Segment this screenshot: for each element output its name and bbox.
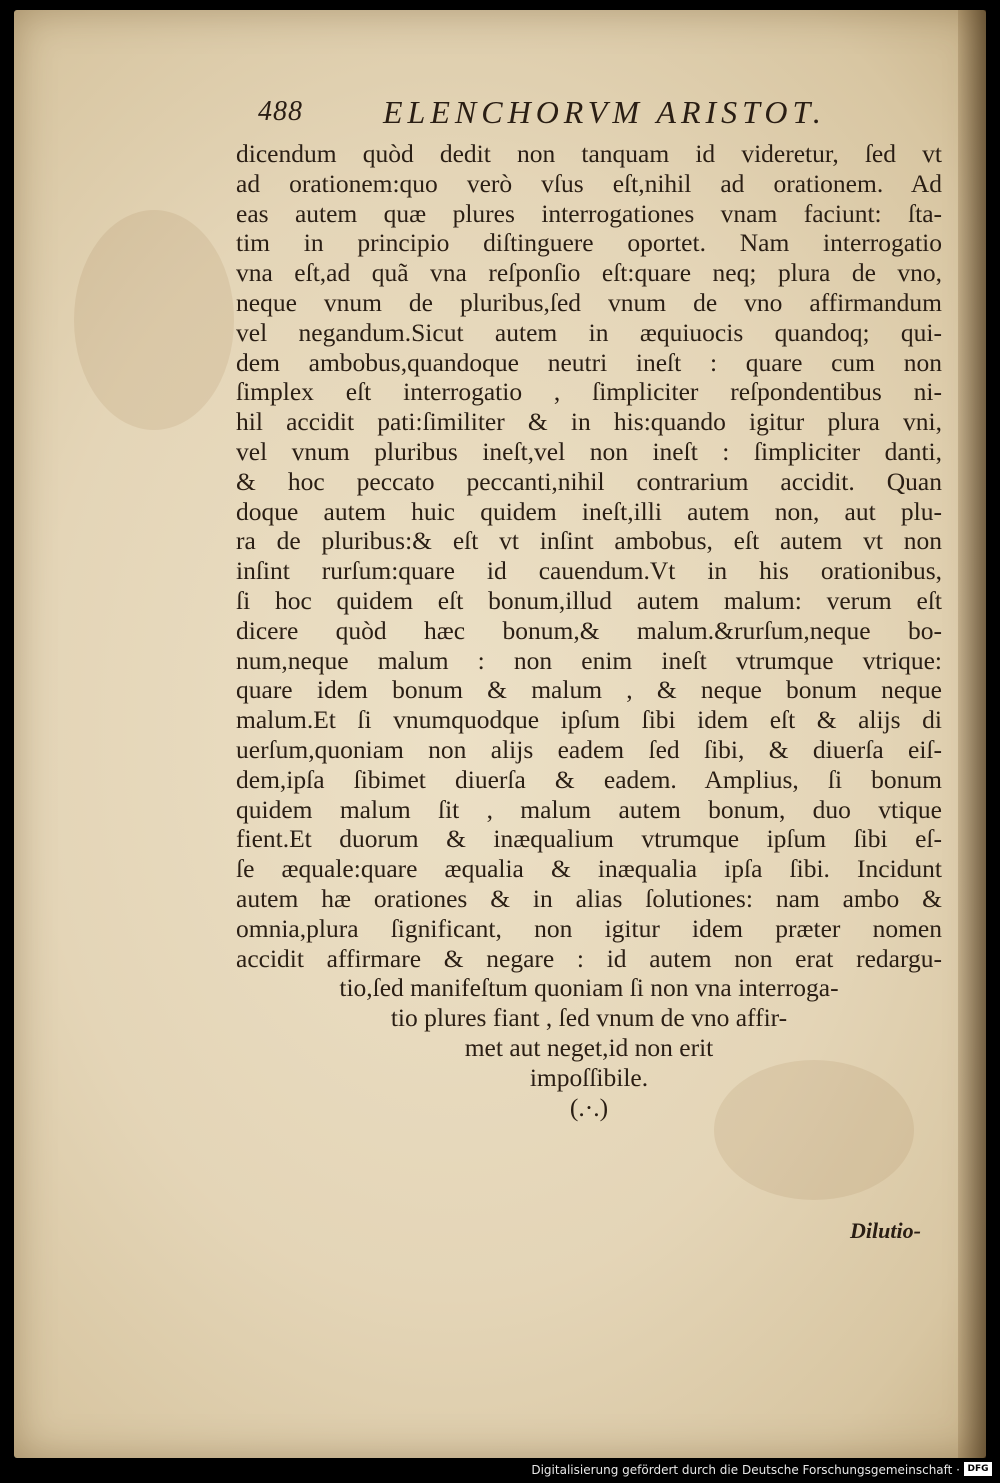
text-line: omnia,plura ſignificant, non igitur idem præter nomen [236,913,942,943]
dfg-logo: DFG [964,1462,992,1476]
text-line: impoſſibile. [529,1062,649,1092]
text-line: vel vnum pluribus ineſt,vel non ineſt : ſimpliciter danti, [236,436,942,466]
text-line: ſe æquale:quare æqualia & inæqualia ipſa ſibi. Incidunt [236,854,942,884]
text-line: tim in principio diſtinguere oportet. Nam interrogatio [236,228,942,258]
text-line: quare idem bonum & malum , & neque bonum neque [236,675,942,705]
text-line: eas autem quæ plures interrogationes vnam faciunt: ſta- [236,198,942,228]
text-line: malum.Et ſi vnumquodque ipſum ſibi idem eſt & alijs di [236,705,942,735]
text-line: inſint rurſum:quare id cauendum.Vt in his orationibus, [236,556,942,586]
page-number: 488 [258,96,303,127]
text-line: dicere quòd hæc bonum,& malum.&rurſum,neque bo- [236,615,942,645]
text-line: ad orationem:quo verò vſus eſt,nihil ad orationem. Ad [236,168,942,198]
running-header [258,96,958,140]
running-title: ELENCHORVM ARISTOT. [383,94,826,130]
text-line: vel negandum.Sicut autem in æquiuocis quandoq; qui- [236,317,942,347]
paper-stain [74,210,234,430]
text-line: num,neque malum : non enim ineſt vtrumque vtrique: [236,645,942,675]
text-line: autem hæ orationes & in alias ſolutiones: nam ambo & [236,883,942,913]
page-edge [958,10,986,1458]
text-line: quidem malum ſit , malum autem bonum, duo vtique [236,794,942,824]
text-line: tio,ſed manifeſtum quoniam ſi non vna interroga- [339,973,839,1003]
text-line: ra de pluribus:& eſt vt inſint ambobus, eſt autem vt non [236,526,942,556]
text-line: doque autem huic quidem ineſt,illi autem non, aut plu- [236,496,942,526]
catchword: Dilutio- [850,1218,921,1243]
text-line: uerſum,quoniam non alijs eadem ſed ſibi, & diuerſa eiſ- [236,734,942,764]
text-ornament: (.·.) [569,1092,609,1122]
text-line: ſi hoc quidem eſt bonum,illud autem malum: verum eſt [236,585,942,615]
text-line: accidit affirmare & negare : id autem non erat redargu- [236,943,942,973]
text-line: tio plures fiant , ſed vnum de vno affir- [390,1003,788,1033]
text-line: dem ambobus,quandoque neutri ineſt : quare cum non [236,347,942,377]
text-line: neque vnum de pluribus,ſed vnum de vno affirmandum [236,287,942,317]
text-line: dicendum quòd dedit non tanquam id videretur, ſed vt [236,139,942,168]
digitization-footer [0,1458,1000,1483]
funding-credit: Digitalisierung gefördert durch die Deutsche Forschungsgemeinschaft · [531,1463,960,1477]
text-line: hil accidit pati:ſimiliter & in his:quando igitur plura vni, [236,407,942,437]
text-line: & hoc peccato peccanti,nihil contrarium accidit. Quan [236,466,942,496]
text-block [236,139,942,1122]
text-line: vna eſt,ad quã vna reſponſio eſt:quare neq; plura de vno, [236,258,942,288]
text-line: dem,ipſa ſibimet diuerſa & eadem. Amplius, ſi bonum [236,764,942,794]
text-line: fient.Et duorum & inæqualium vtrumque ipſum ſibi eſ- [236,824,942,854]
text-line: met aut neget,id non erit [464,1032,714,1062]
text-line: ſimplex eſt interrogatio , ſimpliciter reſpondentibus ni- [236,377,942,407]
